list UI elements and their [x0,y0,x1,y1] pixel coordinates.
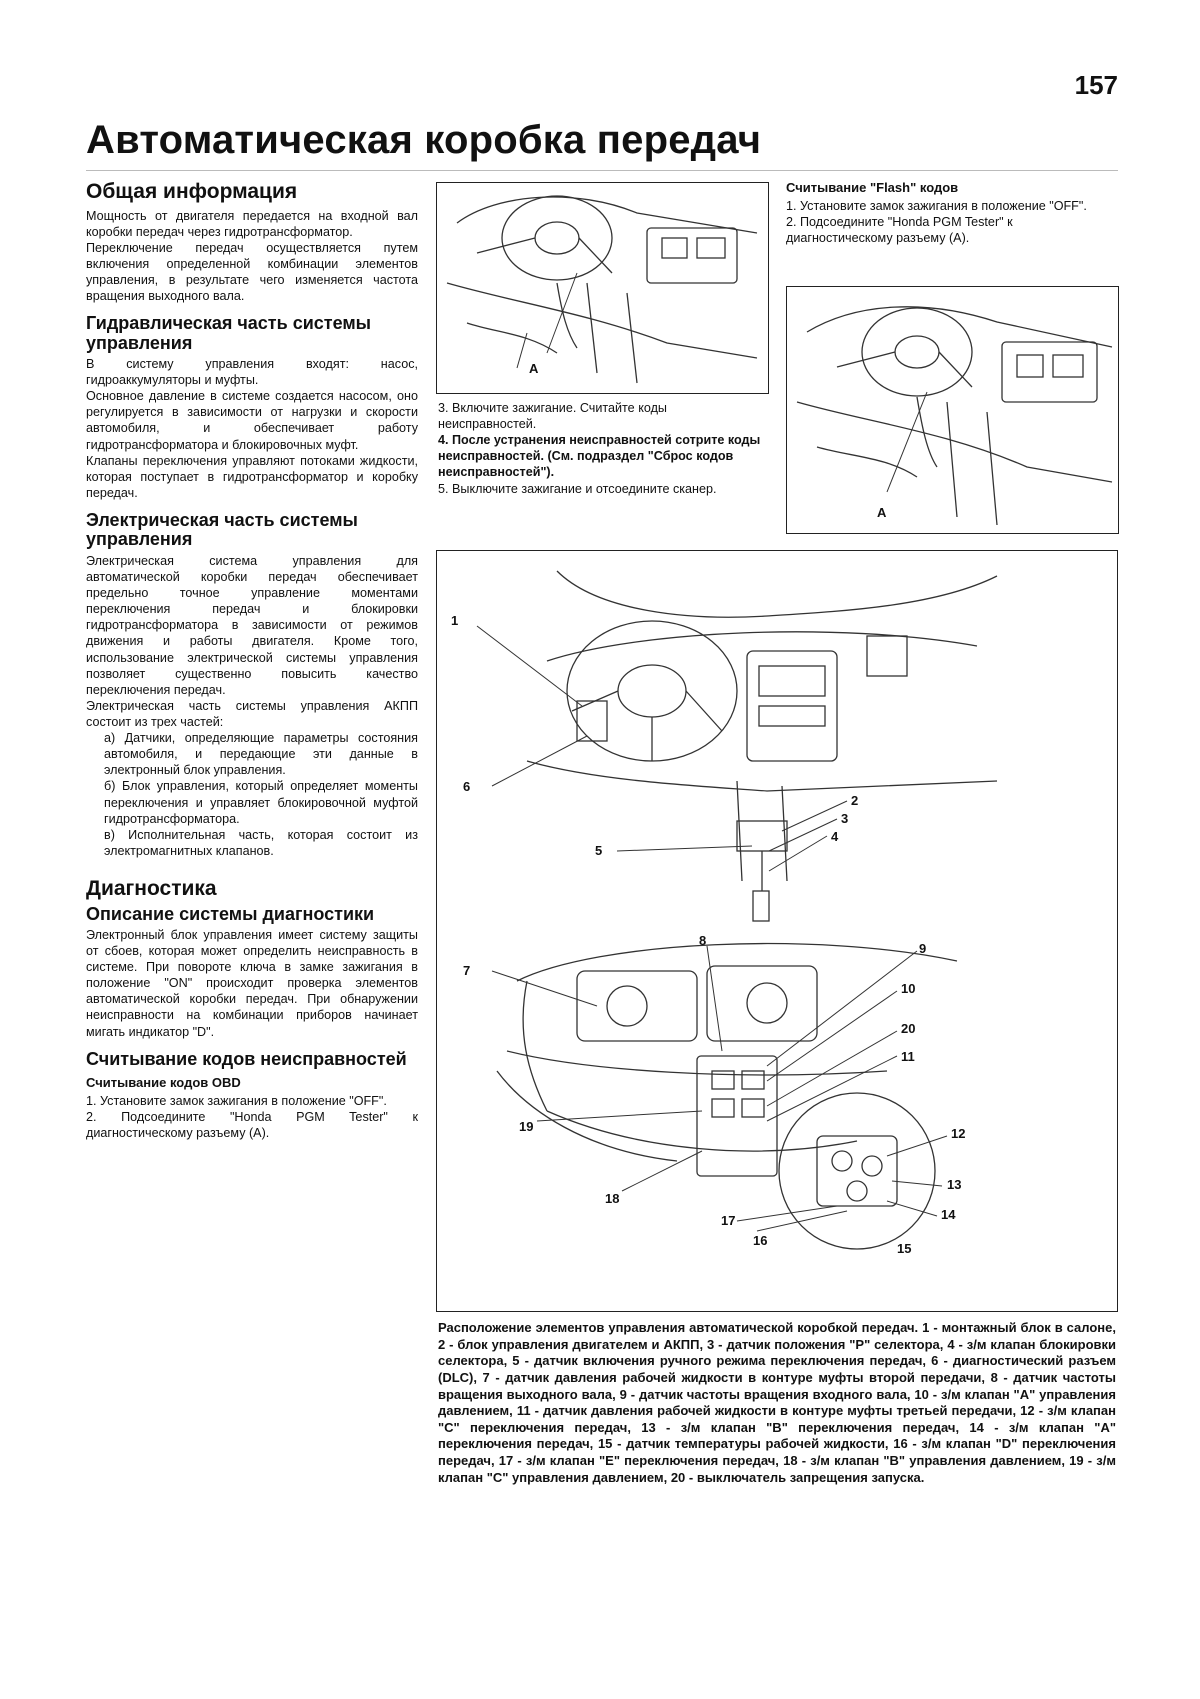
mid-step-3: 3. Включите зажигание. Считайте коды неисправностей. [438,401,667,432]
label-4: 4 [831,829,839,844]
title-underline [86,170,1118,171]
label-1: 1 [451,613,459,628]
label-7: 7 [463,963,471,978]
page-title: Автоматическая коробка передач [86,118,762,162]
dashboard-connector-figure [436,182,769,394]
electric-paragraph-2: Электрическая часть системы управления АКПП состоит из трех частей: [86,698,418,729]
electric-list-item-a: а) Датчики, определяющие параметры состояния автомобиля, и передающие эти данные в электронный блок управления. [104,731,418,778]
obd-step-2: 2. Подсоедините "Honda PGM Tester" к диагностическому разъему (А). [86,1109,418,1140]
general-heading: Общая информация [86,180,298,203]
diag-description-heading: Описание системы диагностики [86,903,375,924]
mid-steps [438,400,768,497]
hydraulic-paragraph-3: Клапаны переключения управляют потоками жидкости, которая поступает в гидротрансформатор и коробку передач. [86,453,418,500]
label-3: 3 [841,811,849,826]
component-location-figure [436,550,1118,1312]
caption-text: 1 - монтажный блок в салоне, 2 - блок управления двигателем и АКПП, 3 - датчик положения "P" селектора, 4 - з/м клапан блокировки селектора, 5 - датчик включения ручного режима переключения передач, 6 - диагностический разъем (DLC), 7 - датчик давления рабочей жидкости в контуре муфты второй передачи, 8 - датчик частоты вращения выходного вала, 9 - датчик частоты вращения входного вала, 10 - з/м клапан "А" управления давлением, 11 - датчик давления рабочей жидкости в контуре муфты третьей передачи, 12 - з/м клапан "С" переключения передач, 13 - з/м клапан "В" переключения передач, 14 - з/м клапан "А" переключения передач, 15 - датчик температуры рабочей жидкости, 16 - з/м клапан "D" переключения передач, 17 - з/м клапан "Е" переключения передач, 18 - з/м клапан "В" управления давлением, 19 - з/м клапан "С" управления давлением, 20 - выключатель запрещения запуска. [438,1320,1116,1485]
connector-label-2: A [877,505,887,520]
label-11: 11 [901,1049,915,1064]
label-19: 19 [519,1119,534,1134]
label-14: 14 [941,1207,956,1222]
diag-description-text: Электронный блок управления имеет систему защиты от сбоев, которая может определить неисправность в системе. При повороте ключа в замке зажигания в положение "ON" происходит проверка элементов автоматической коробки передач. При обнаружении неисправности на комбинации приборов начинает мигать индикатор "D". [86,927,418,1039]
label-5: 5 [595,843,603,858]
obd-heading: Считывание кодов OBD [86,1075,241,1091]
diagnostics-heading: Диагностика [86,876,217,900]
flash-heading: Считывание "Flash" кодов [786,180,959,195]
read-codes-heading: Считывание кодов неисправностей [86,1048,407,1069]
general-paragraph-2: Переключение передач осуществляется путем включения определенной комбинации элементов управления, в результате чего изменяется частота вращения выходного вала. [86,240,418,304]
label-8: 8 [699,933,707,948]
flash-step-2: 2. Подсоедините "Honda PGM Tester" к диагностическому разъему (А). [786,214,1013,245]
left-column [86,180,418,1141]
electric-heading: Электрическая часть системы управления [86,510,358,550]
label-18: 18 [605,1191,620,1206]
electric-list-item-c: в) Исполнительная часть, которая состоит из электромагнитных клапанов. [104,827,418,858]
general-paragraph-1: Мощность от двигателя передается на входной вал коробки передач через гидротрансформатор. [86,208,418,239]
flash-section [786,180,1116,246]
label-2: 2 [851,793,859,808]
label-16: 16 [753,1233,768,1248]
hydraulic-heading: Гидравлическая часть системы управления [86,313,372,353]
electric-list-item-b: б) Блок управления, который определяет моменты переключения и управляет блокировочной муфтой гидротрансформатора. [104,779,418,826]
hydraulic-paragraph-1: В систему управления входят: насос, гидроаккумуляторы и муфты. [86,357,418,388]
label-12: 12 [951,1126,966,1141]
mid-step-4: 4. После устранения неисправностей сотрите коды неисправностей. (См. подраздел "Сброс кодов неисправностей"). [438,433,761,480]
electric-paragraph-1: Электрическая система управления для автоматической коробки передач обеспечивает предельно точное управление моментами переключения передач и блокировки гидротрансформатора в зависимости от режимов движения и работы двигателя. Кроме того, использование электрической системы управления позволяет существенно повысить качество переключения передач. [86,553,418,697]
mid-step-5: 5. Выключите зажигание и отсоедините сканер. [438,481,717,496]
dashboard-connector-figure-2 [786,286,1119,534]
label-6: 6 [463,779,471,794]
label-13: 13 [947,1177,962,1192]
label-20: 20 [901,1021,916,1036]
page-number: 157 [1074,70,1118,100]
obd-step-1: 1. Установите замок зажигания в положение "OFF". [86,1093,387,1108]
label-17: 17 [721,1213,736,1228]
connector-label: A [529,361,539,376]
hydraulic-paragraph-2: Основное давление в системе создается насосом, оно регулируется в зависимости от нагрузки и скорости автомобиля, и обеспечивает работу гидротрансформатора и блокировочных муфт. [86,389,418,452]
label-9: 9 [919,941,927,956]
figure-caption [438,1320,1116,1486]
label-10: 10 [901,981,916,996]
label-15: 15 [897,1241,912,1256]
caption-title: Расположение элементов управления автоматической коробкой передач. [438,1320,919,1335]
flash-step-1: 1. Установите замок зажигания в положение "OFF". [786,198,1087,213]
